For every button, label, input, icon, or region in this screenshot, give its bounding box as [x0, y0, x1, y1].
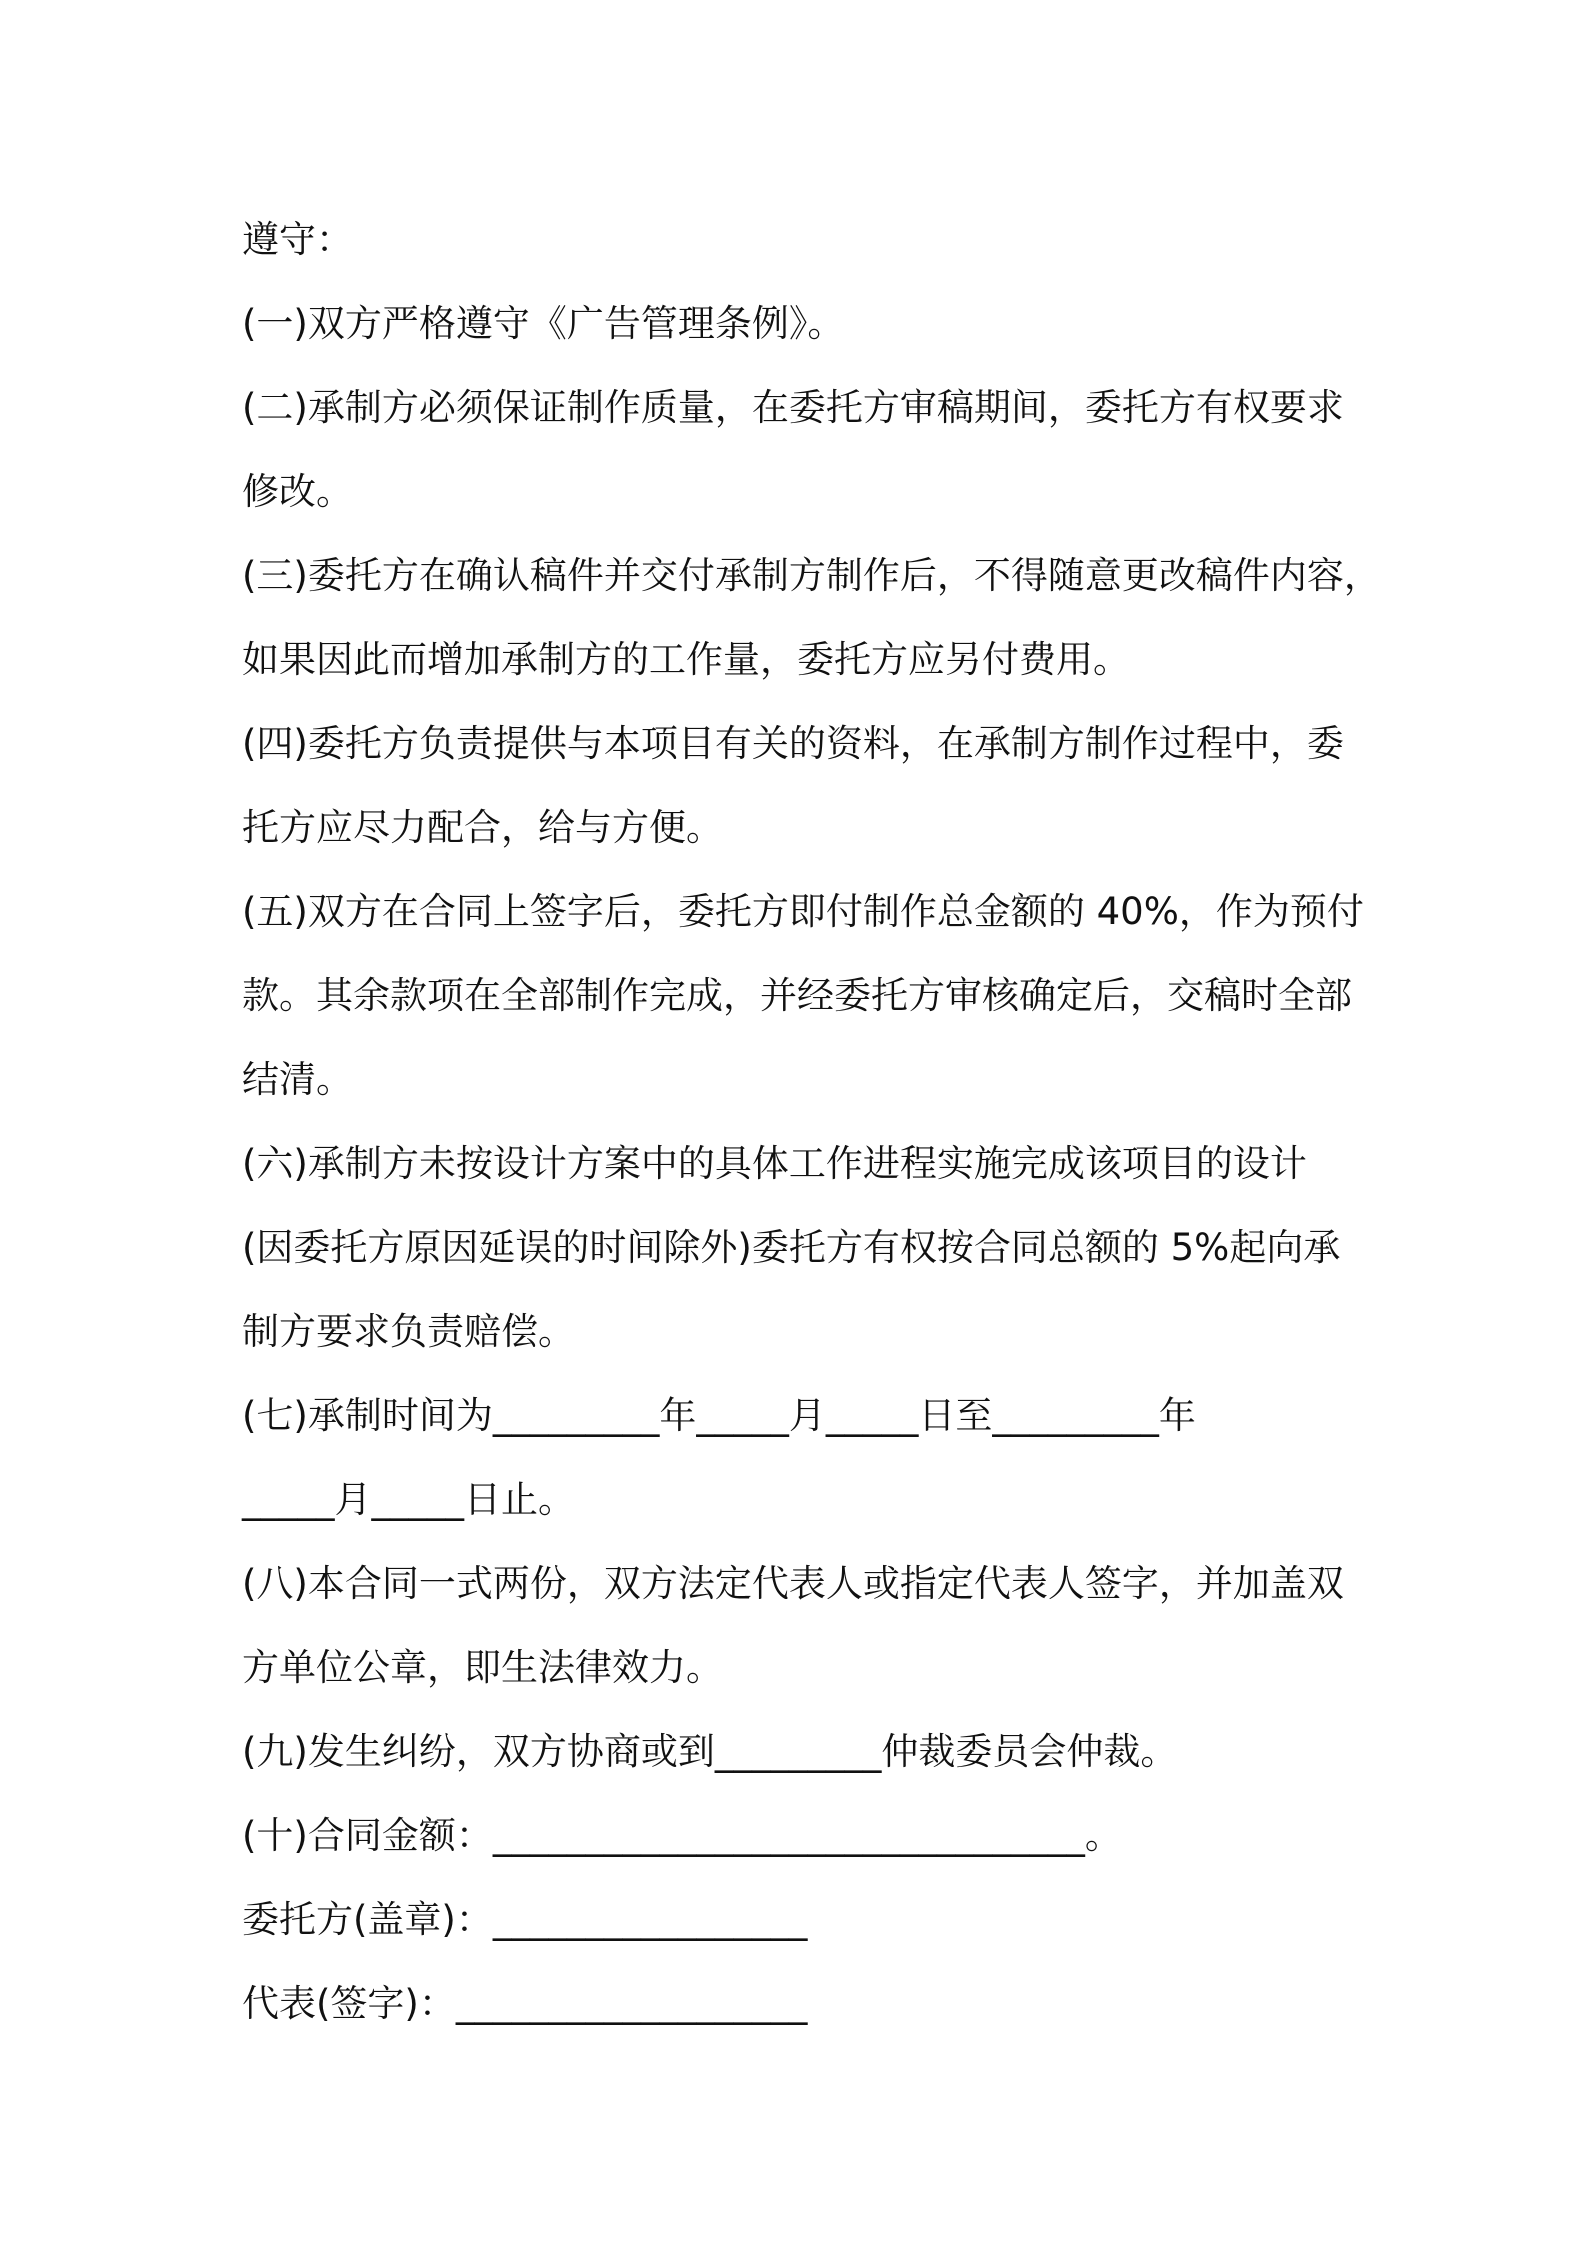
clause-3: (三)委托方在确认稿件并交付承制方制作后，不得随意更改稿件内容，	[242, 554, 1381, 597]
clause-5-cont-2: 结清。	[242, 1058, 353, 1101]
client-seal-line: 委托方(盖章)：_________________	[242, 1898, 808, 1941]
text-line: 遵守：	[242, 218, 353, 261]
clause-7: (七)承制时间为_________年_____月_____日至_________年	[242, 1394, 1196, 1437]
representative-signature-line: 代表(签字)：___________________	[242, 1982, 808, 2025]
clause-5: (五)双方在合同上签字后，委托方即付制作总金额的 40%，作为预付	[242, 890, 1364, 933]
clause-10: (十)合同金额：________________________________。	[242, 1814, 1122, 1857]
clause-7-cont: _____月_____日止。	[242, 1478, 575, 1521]
clause-6-cont: (因委托方原因延误的时间除外)委托方有权按合同总额的 5%起向承	[242, 1226, 1341, 1269]
clause-1: (一)双方严格遵守《广告管理条例》。	[242, 302, 845, 345]
clause-4-cont: 托方应尽力配合，给与方便。	[242, 806, 723, 849]
clause-3-cont: 如果因此而增加承制方的工作量，委托方应另付费用。	[242, 638, 1130, 681]
clause-4: (四)委托方负责提供与本项目有关的资料，在承制方制作过程中，委	[242, 722, 1344, 765]
clause-8-cont: 方单位公章，即生法律效力。	[242, 1646, 723, 1689]
clause-5-cont: 款。其余款项在全部制作完成，并经委托方审核确定后，交稿时全部	[242, 974, 1352, 1017]
clause-6: (六)承制方未按设计方案中的具体工作进程实施完成该项目的设计	[242, 1142, 1307, 1185]
clause-2: (二)承制方必须保证制作质量，在委托方审稿期间，委托方有权要求	[242, 386, 1344, 429]
clause-6-cont-2: 制方要求负责赔偿。	[242, 1310, 575, 1353]
clause-2-cont: 修改。	[242, 470, 353, 513]
clause-9: (九)发生纠纷，双方协商或到_________仲裁委员会仲裁。	[242, 1730, 1178, 1773]
contract-text	[242, 198, 1381, 2046]
clause-8: (八)本合同一式两份，双方法定代表人或指定代表人签字，并加盖双	[242, 1562, 1344, 1605]
